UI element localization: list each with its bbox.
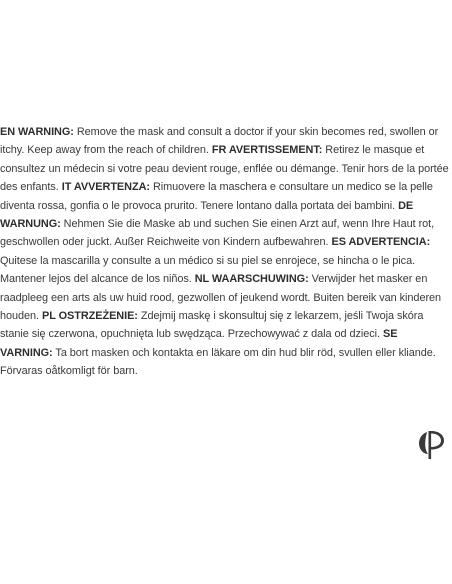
warning-label-en: EN WARNING: — [0, 126, 74, 138]
warning-text-it: Rimuovere la maschera e consultare un medico se la pelle diventa rossa, gonfia o le provoca prurito. Tenere lontano dalla portata dei bambini. — [0, 181, 433, 212]
brand-monogram-icon — [416, 428, 446, 460]
warning-text-en: Remove the mask and consult a doctor if your skin becomes red, swollen or itchy. Keep away from the reach of children. — [0, 126, 439, 157]
warning-text-nl: Verwijder het masker en raadpleeg een arts als uw huid rood, gezwollen of jeukend wordt. Buiten bereik van kinderen houden. — [0, 273, 442, 323]
warning-label-es: ES ADVERTENCIA: — [331, 236, 431, 249]
warning-label-it: IT AVVERTENZA: — [61, 181, 150, 194]
warning-text-fr: Retirez le masque et consultez un médecin si votre peau devient rouge, enflée ou démange. Tenir hors de la portée des enfants. — [0, 144, 449, 194]
warning-label-nl: NL WAARSCHUWING: — [194, 273, 309, 286]
warning-label-de: DE WARNUNG: — [0, 199, 414, 231]
warning-text — [0, 123, 452, 381]
warning-text-se: Ta bort masken och kontakta en läkare om din hud blir röd, svullen eller kliande. Förvaras oåtkomligt för barn. — [0, 346, 436, 378]
warning-label-fr: FR AVERTISSEMENT: — [211, 144, 323, 157]
warning-text-pl: Zdejmij maskę i skonsultuj się z lekarzem, jeśli Twoja skóra stanie się czerwona, opuchnięta lub swędząca. Przechowywać z dala od dzieci. — [0, 310, 424, 341]
warning-text-es: Quitese la mascarilla y consulte a un médico si su piel se enrojece, se hincha o le pica. Mantener lejos del alcance de los niños. — [0, 254, 416, 286]
warning-text-de: Nehmen Sie die Maske ab und suchen Sie einen Arzt auf, wenn Ihre Haut rot, geschwollen oder juckt. Außer Reichweite von Kindern aufbewahren. — [0, 218, 435, 249]
warning-label-pl: PL OSTRZEŻENIE: — [42, 310, 138, 323]
warning-label-se: SE VARNING: — [0, 328, 398, 359]
